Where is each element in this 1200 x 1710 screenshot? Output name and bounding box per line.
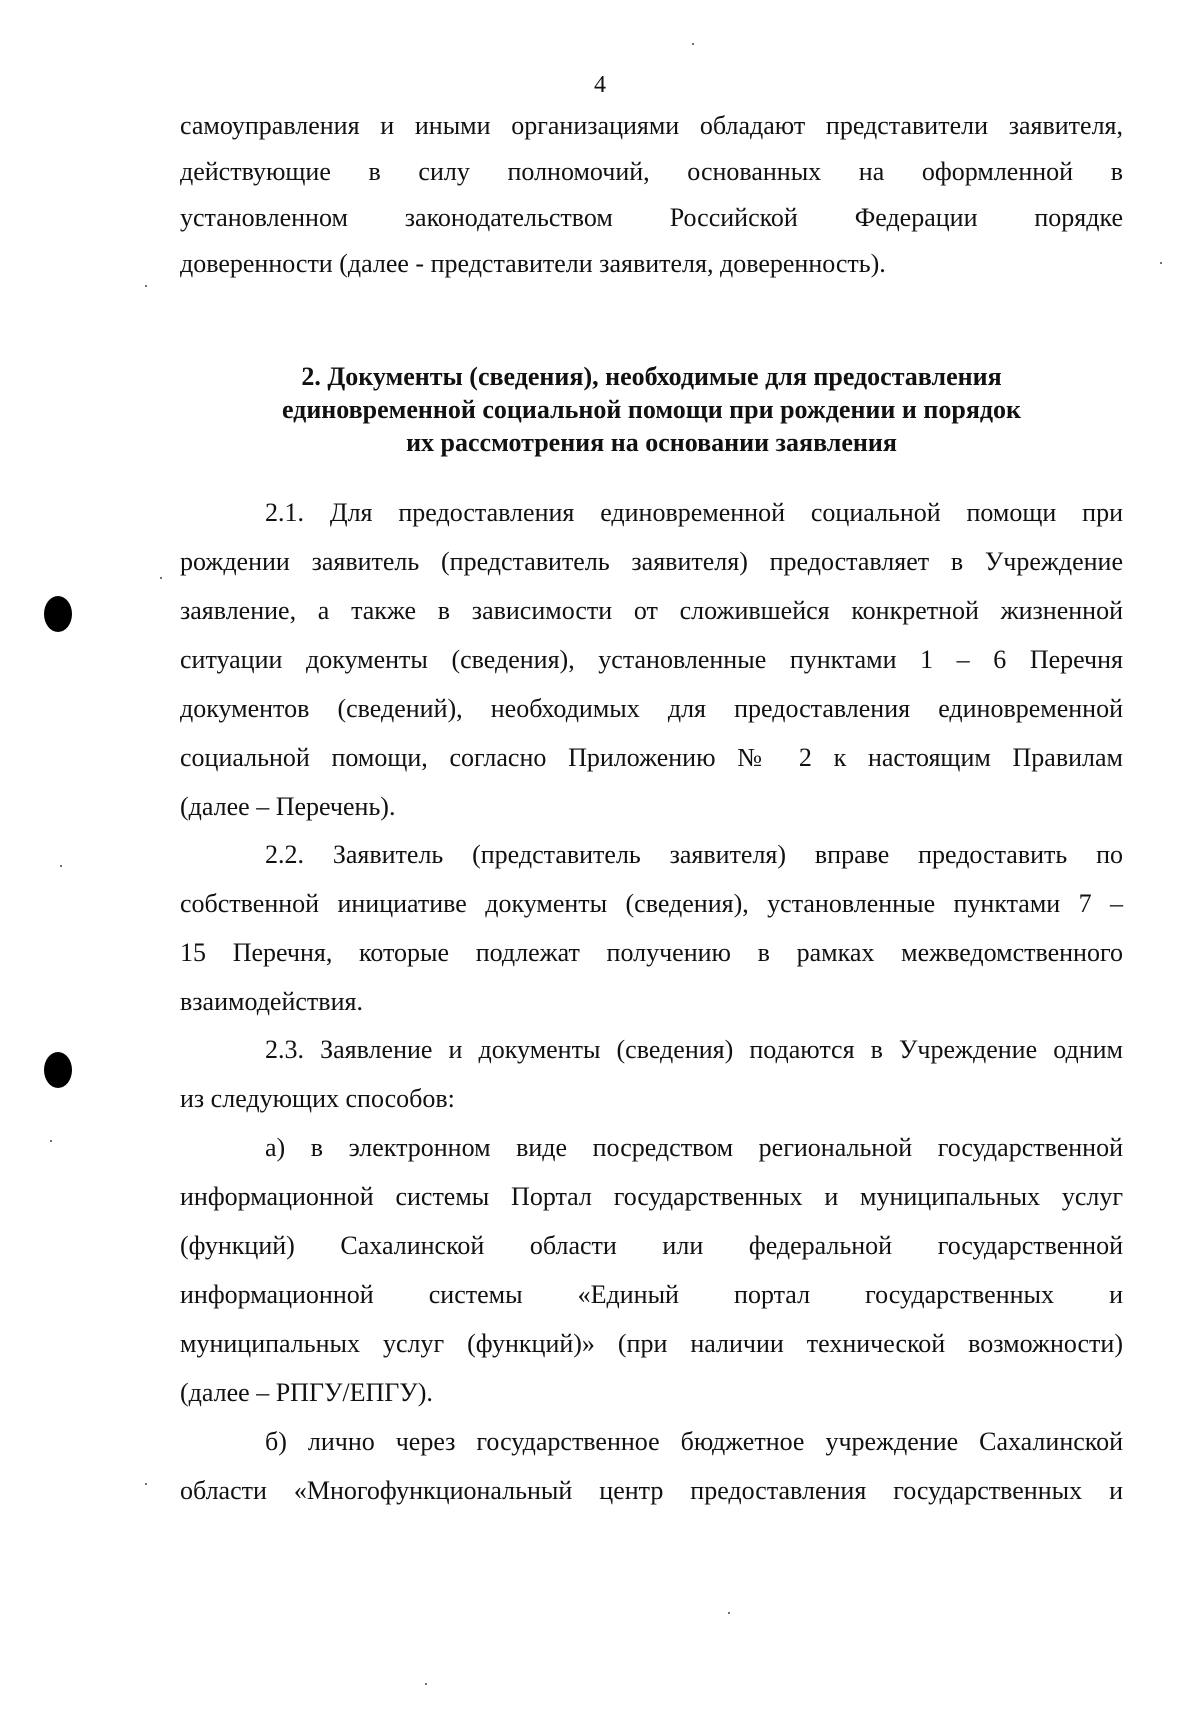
text-line: б) лично через государственное бюджетное учреждение Сахалинской: [265, 1427, 1123, 1456]
text-line: 2.1. Для предоставления единовременной социальной помощи при: [265, 498, 1123, 527]
text-line: муниципальных услуг (функций)» (при наличии технической возможности): [180, 1329, 1123, 1358]
text-line: области «Многофункциональный центр предоставления государственных и: [180, 1476, 1123, 1505]
text-line: самоуправления и иными организациями обладают представители заявителя,: [180, 111, 1123, 140]
scan-speck: [145, 285, 147, 287]
page-number: 4: [594, 72, 606, 98]
scan-speck: [50, 1140, 52, 1142]
text-line: заявление, а также в зависимости от сложившейся конкретной жизненной: [180, 596, 1123, 625]
scan-speck: [160, 577, 162, 579]
text-line: собственной инициативе документы (сведения), установленные пунктами 7 –: [180, 889, 1123, 918]
text-line: (далее – РПГУ/ЕПГУ).: [180, 1378, 433, 1407]
punch-hole: [44, 596, 72, 632]
text-line: социальной помощи, согласно Приложению № 2 к настоящим Правилам: [180, 743, 1123, 772]
text-line: из следующих способов:: [180, 1084, 455, 1113]
item-a: [180, 1123, 1123, 1417]
scan-speck: [692, 43, 694, 45]
text-line: (далее – Перечень).: [180, 792, 396, 821]
scan-speck: [145, 1483, 147, 1485]
text-line: информационной системы Портал государственных и муниципальных услуг: [180, 1182, 1123, 1211]
text-line: информационной системы «Единый портал государственных и: [180, 1280, 1123, 1309]
paragraph-2-1: [180, 488, 1123, 831]
text-line: взаимодействия.: [180, 987, 363, 1016]
text-line: а) в электронном виде посредством региональной государственной: [265, 1133, 1123, 1162]
text-line: рождении заявитель (представитель заявителя) предоставляет в Учреждение: [180, 547, 1123, 576]
text-line: (функций) Сахалинской области или федеральной государственной: [180, 1231, 1123, 1260]
scan-speck: [60, 865, 62, 867]
text-line: 2.3. Заявление и документы (сведения) подаются в Учреждение одним: [265, 1035, 1123, 1064]
text-line: установленном законодательством Российской Федерации порядке: [180, 203, 1123, 232]
heading-line: единовременной социальной помощи при рождении и порядок: [281, 395, 1022, 424]
heading-line: их рассмотрения на основании заявления: [406, 428, 897, 457]
text-line: 15 Перечня, которые подлежат получению в рамках межведомственного: [180, 938, 1123, 967]
text-line: действующие в силу полномочий, основанных на оформленной в: [180, 157, 1123, 186]
paragraph-2-3: [180, 1025, 1123, 1123]
scan-speck: [425, 1683, 427, 1685]
text-line: 2.2. Заявитель (представитель заявителя) вправе предоставить по: [265, 840, 1123, 869]
scan-speck: [728, 1612, 730, 1614]
text-line: документов (сведений), необходимых для предоставления единовременной: [180, 694, 1123, 723]
text-line: доверенности (далее - представители заявителя, доверенность).: [180, 249, 886, 278]
scan-speck: [1160, 262, 1162, 264]
intro-paragraph: [180, 103, 1123, 287]
punch-hole: [44, 1052, 72, 1088]
item-b: [180, 1417, 1123, 1515]
section-heading: [180, 360, 1123, 459]
heading-line: 2. Документы (сведения), необходимые для предоставления: [301, 362, 1002, 391]
text-line: ситуации документы (сведения), установленные пунктами 1 – 6 Перечня: [180, 645, 1123, 674]
paragraph-2-2: [180, 830, 1123, 1026]
